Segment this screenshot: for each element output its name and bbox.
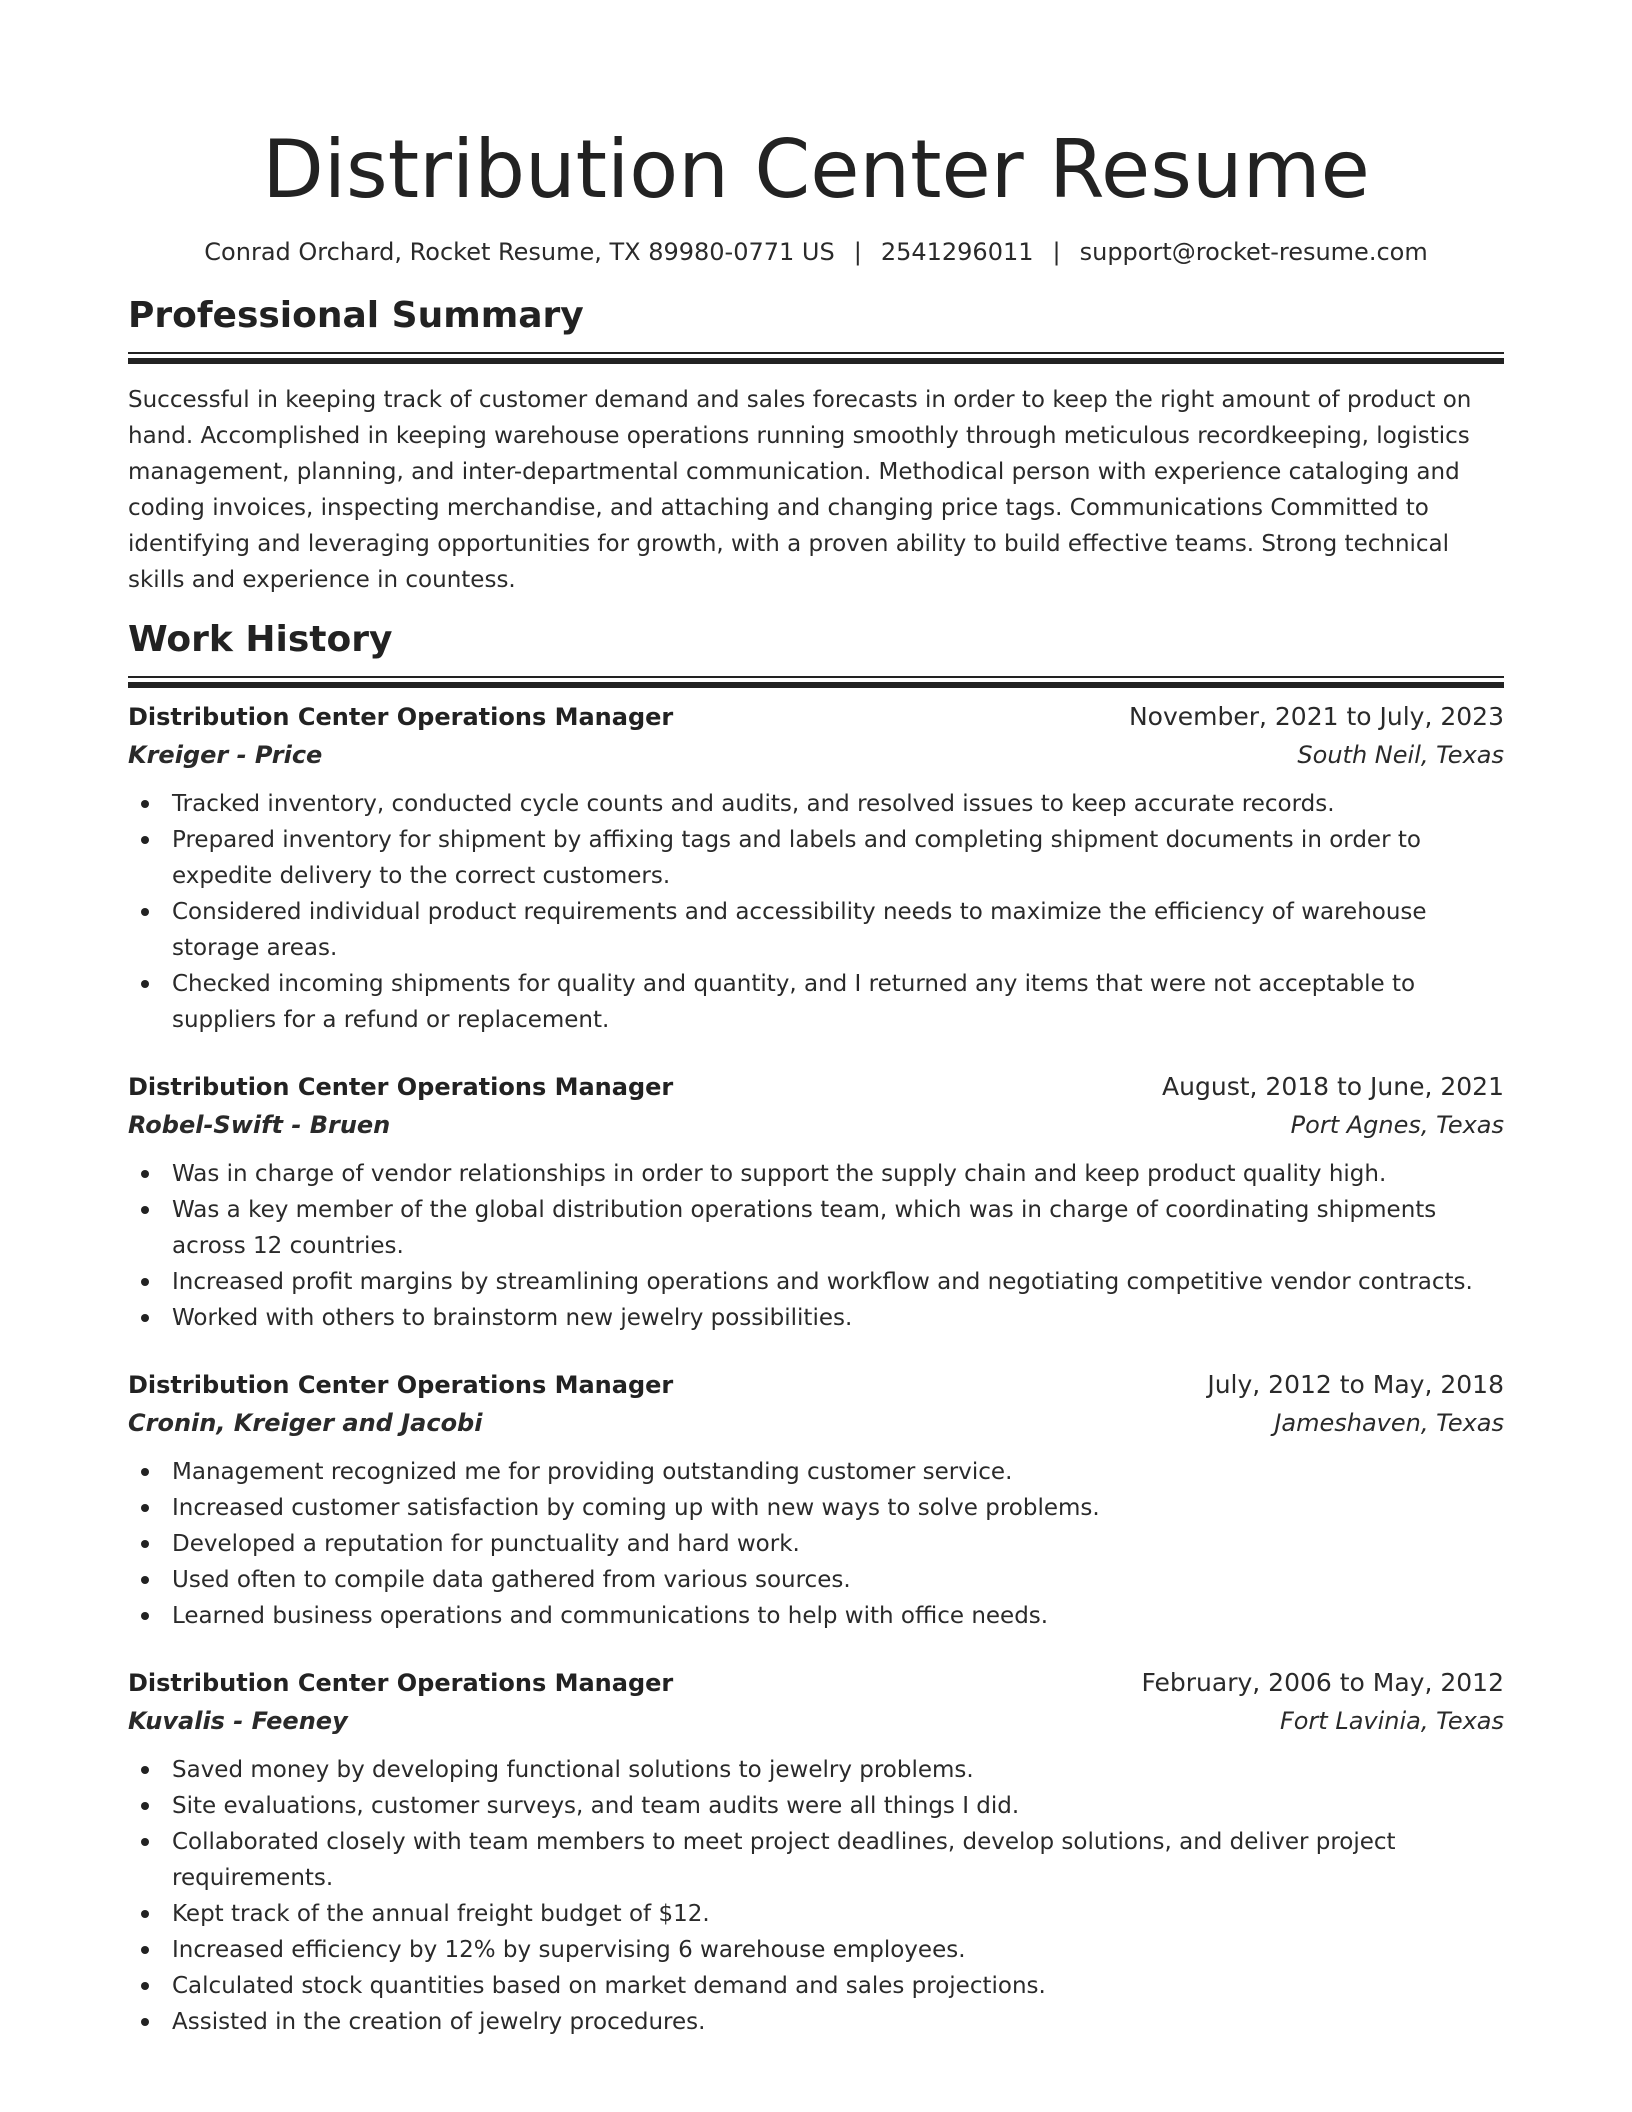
section-divider: [128, 352, 1504, 364]
job-dates: August, 2018 to June, 2021: [1162, 1072, 1504, 1101]
job-bullet: Was in charge of vendor relationships in order to support the supply chain and keep product quality high.: [172, 1156, 1504, 1192]
job-bullet: Considered individual product requirements and accessibility needs to maximize the efficiency of warehouse storage areas.: [172, 894, 1504, 966]
job-company: Cronin, Kreiger and Jacobi: [128, 1409, 483, 1437]
job-company: Kreiger - Price: [128, 741, 323, 769]
resume-title: Distribution Center Resume: [262, 123, 1370, 216]
job-bullet: Site evaluations, customer surveys, and team audits were all things I did.: [172, 1788, 1504, 1824]
job-bullet: Management recognized me for providing outstanding customer service.: [172, 1454, 1504, 1490]
job-bullet: Developed a reputation for punctuality and hard work.: [172, 1526, 1504, 1562]
job-bullet: Increased customer satisfaction by coming up with new ways to solve problems.: [172, 1490, 1504, 1526]
job-location: Jameshaven, Texas: [1274, 1409, 1504, 1437]
job-bullet: Increased efficiency by 12% by supervising 6 warehouse employees.: [172, 1932, 1504, 1968]
job-title: Distribution Center Operations Manager: [128, 1669, 674, 1697]
job-dates: February, 2006 to May, 2012: [1141, 1668, 1504, 1697]
job-bullet: Learned business operations and communications to help with office needs.: [172, 1598, 1504, 1634]
job-title: Distribution Center Operations Manager: [128, 1073, 674, 1101]
job-bullet-list: [128, 1454, 1504, 1634]
job-title: Distribution Center Operations Manager: [128, 703, 674, 731]
section-heading-summary: Professional Summary: [128, 295, 584, 336]
job-bullet: Was a key member of the global distribution operations team, which was in charge of coordinating shipments across 12 countries.: [172, 1192, 1504, 1264]
job-bullet: Assisted in the creation of jewelry procedures.: [172, 2004, 1504, 2040]
job-bullet: Worked with others to brainstorm new jewelry possibilities.: [172, 1300, 1504, 1336]
job-entry: [128, 1366, 1504, 1634]
job-header-row: [128, 1366, 1504, 1404]
contact-phone: 2541296011: [880, 238, 1034, 266]
contact-address: Conrad Orchard, Rocket Resume, TX 89980-0771 US: [204, 238, 835, 266]
job-bullet: Increased profit margins by streamlining operations and workflow and negotiating competitive vendor contracts.: [172, 1264, 1504, 1300]
job-company: Robel-Swift - Bruen: [128, 1111, 391, 1139]
job-entry: [128, 1664, 1504, 2040]
job-company-row: [128, 1702, 1504, 1740]
job-bullet: Checked incoming shipments for quality and quantity, and I returned any items that were not acceptable to suppliers for a refund or replacement.: [172, 966, 1504, 1038]
job-company: Kuvalis - Feeney: [128, 1707, 348, 1735]
job-bullet: Tracked inventory, conducted cycle counts and audits, and resolved issues to keep accurate records.: [172, 786, 1504, 822]
job-location: Fort Lavinia, Texas: [1279, 1707, 1504, 1735]
job-header-row: [128, 698, 1504, 736]
job-bullet: Collaborated closely with team members to meet project deadlines, develop solutions, and deliver project requirements.: [172, 1824, 1504, 1896]
job-bullet: Saved money by developing functional solutions to jewelry problems.: [172, 1752, 1504, 1788]
job-bullet: Prepared inventory for shipment by affixing tags and labels and completing shipment documents in order to expedite delivery to the correct customers.: [172, 822, 1504, 894]
job-bullet: Calculated stock quantities based on market demand and sales projections.: [172, 1968, 1504, 2004]
job-bullet-list: [128, 1156, 1504, 1336]
resume-page: [128, 0, 1504, 2040]
contact-line: [128, 236, 1504, 268]
professional-summary-section: [128, 294, 1504, 598]
job-dates: July, 2012 to May, 2018: [1207, 1370, 1504, 1399]
job-header-row: [128, 1664, 1504, 1702]
contact-email: support@rocket-resume.com: [1079, 238, 1428, 266]
job-bullet-list: [128, 1752, 1504, 2040]
section-heading-work-history: Work History: [128, 619, 393, 660]
job-location: South Neil, Texas: [1297, 741, 1504, 769]
job-company-row: [128, 1106, 1504, 1144]
job-bullet: Kept track of the annual freight budget of $12.: [172, 1896, 1504, 1932]
job-entry: [128, 1068, 1504, 1336]
jobs-list: [128, 698, 1504, 2040]
job-bullet-list: [128, 786, 1504, 1038]
job-company-row: [128, 1404, 1504, 1442]
job-entry: [128, 698, 1504, 1038]
contact-separator: |: [1052, 238, 1061, 266]
job-location: Port Agnes, Texas: [1290, 1111, 1504, 1139]
contact-separator: |: [853, 238, 862, 266]
work-history-section: [128, 618, 1504, 2040]
job-bullet: Used often to compile data gathered from various sources.: [172, 1562, 1504, 1598]
job-title: Distribution Center Operations Manager: [128, 1371, 674, 1399]
job-company-row: [128, 736, 1504, 774]
summary-text: Successful in keeping track of customer demand and sales forecasts in order to keep the right amount of product on hand. Accomplished in keeping warehouse operations running smoothly through meticulous recordkeeping, logistics management, planning, and inter-departmental communication. Methodical person with experience cataloging and coding invoices, inspecting merchandise, and attaching and changing price tags. Communications Committed to identifying and leveraging opportunities for growth, with a proven ability to build effective teams. Strong technical skills and experience in countess.: [128, 387, 1472, 593]
job-header-row: [128, 1068, 1504, 1106]
job-dates: November, 2021 to July, 2023: [1128, 702, 1504, 731]
section-divider: [128, 676, 1504, 688]
